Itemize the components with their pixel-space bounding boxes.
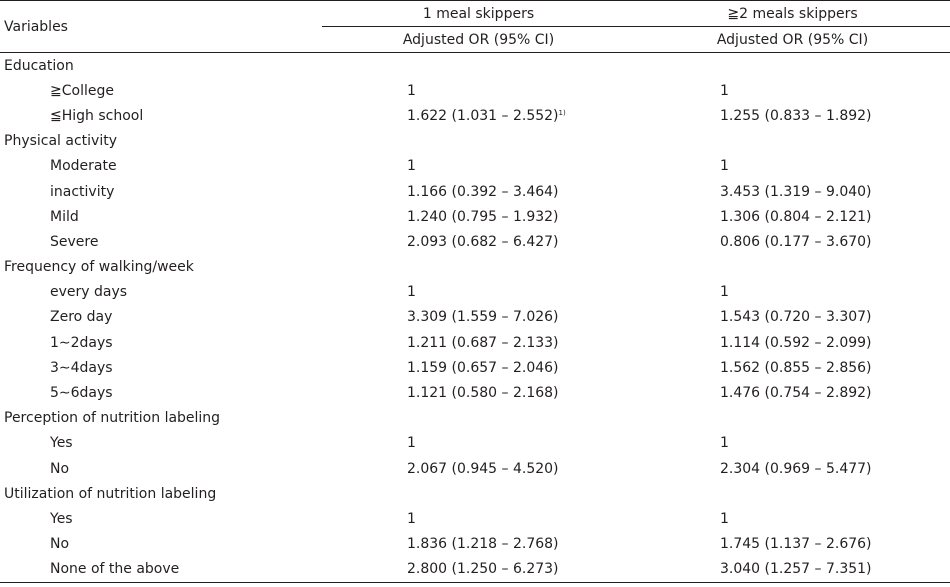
cell-1-meal-or	[322, 330, 635, 355]
table-row	[0, 179, 950, 204]
row-label: ≧College	[50, 82, 114, 99]
table-row	[0, 431, 950, 456]
cell-1-meal-or	[322, 204, 635, 229]
cell-1-meal-or	[322, 229, 635, 254]
or-value: 2.093 (0.682 – 6.427)	[407, 233, 559, 250]
row-label: ≦High school	[50, 107, 144, 124]
section-title: Frequency of walking/week	[4, 259, 194, 276]
cell-1-meal-or	[322, 532, 635, 557]
or-value: 1.622 (1.031 – 2.552)	[407, 107, 559, 124]
table-body	[0, 53, 950, 583]
cell-2-meals-or: 3.040 (1.257 – 7.351)	[635, 557, 950, 583]
section-row	[0, 255, 950, 280]
cell-1-meal-or	[322, 305, 635, 330]
cell-1-meal-or	[322, 380, 635, 405]
footnote-marker: 1)	[558, 108, 566, 117]
cell-1-meal-or	[322, 154, 635, 179]
row-label: Severe	[50, 233, 99, 250]
row-label: 3∼4days	[50, 359, 113, 376]
cell-2-meals-or: 1	[720, 284, 729, 301]
or-value: 3.309 (1.559 – 7.026)	[407, 309, 559, 326]
or-value: 2.800 (1.250 – 6.273)	[407, 561, 559, 578]
cell-2-meals-or: 1.476 (0.754 – 2.892)	[720, 385, 872, 402]
section-row	[0, 53, 950, 79]
cell-2-meals-or: 1.306 (0.804 – 2.121)	[720, 208, 872, 225]
cell-2-meals-or: 0.806 (0.177 – 3.670)	[720, 233, 872, 250]
table-row	[0, 78, 950, 103]
row-label: Moderate	[50, 158, 117, 175]
cell-1-meal-or	[322, 280, 635, 305]
group-header-2-meals: ≧2 meals skippers	[635, 1, 950, 27]
or-value: 1	[407, 435, 416, 452]
row-label: None of the above	[0, 557, 322, 583]
header-row-groups	[0, 1, 950, 27]
or-value: 1.240 (0.795 – 1.932)	[407, 208, 559, 225]
empty-cell	[635, 129, 950, 154]
cell-2-meals-or: 1	[720, 82, 729, 99]
section-title: Perception of nutrition labeling	[4, 410, 221, 427]
cell-2-meals-or: 1.562 (0.855 – 2.856)	[720, 359, 872, 376]
or-value: 1.121 (0.580 – 2.168)	[407, 385, 559, 402]
table-row	[0, 229, 950, 254]
cell-2-meals-or: 2.304 (0.969 – 5.477)	[720, 460, 872, 477]
cell-2-meals-or: 1	[720, 435, 729, 452]
empty-cell	[322, 481, 635, 506]
cell-2-meals-or: 3.453 (1.319 – 9.040)	[720, 183, 872, 200]
cell-2-meals-or: 1.543 (0.720 – 3.307)	[720, 309, 872, 326]
row-label: Yes	[50, 510, 73, 527]
or-value: 1	[407, 82, 416, 99]
cell-1-meal-or	[322, 506, 635, 531]
or-value: 1	[407, 284, 416, 301]
section-title: Education	[4, 57, 74, 74]
variables-header: Variables	[0, 1, 322, 53]
table-row	[0, 506, 950, 531]
cell-2-meals-or: 1	[720, 510, 729, 527]
table-row	[0, 204, 950, 229]
cell-1-meal-or	[322, 103, 635, 128]
cell-1-meal-or	[322, 431, 635, 456]
table-row	[0, 103, 950, 128]
or-value: 1	[407, 158, 416, 175]
empty-cell	[322, 406, 635, 431]
table-row	[0, 305, 950, 330]
row-label: inactivity	[50, 183, 115, 200]
empty-cell	[322, 255, 635, 280]
empty-cell	[322, 53, 635, 79]
cell-1-meal-or	[322, 557, 635, 583]
row-label: every days	[50, 284, 128, 301]
empty-cell	[635, 406, 950, 431]
section-row	[0, 481, 950, 506]
row-label: 5∼6days	[50, 385, 113, 402]
or-value: 1.211 (0.687 – 2.133)	[407, 334, 559, 351]
table-row	[0, 330, 950, 355]
cell-1-meal-or	[322, 456, 635, 481]
cell-2-meals-or: 1.114 (0.592 – 2.099)	[720, 334, 872, 351]
row-label: Mild	[50, 208, 79, 225]
cell-1-meal-or	[322, 78, 635, 103]
cell-1-meal-or	[322, 355, 635, 380]
table-row	[0, 456, 950, 481]
empty-cell	[635, 255, 950, 280]
table-row	[0, 380, 950, 405]
cell-2-meals-or: 1.255 (0.833 – 1.892)	[720, 107, 872, 124]
row-label: No	[50, 536, 70, 553]
row-label: No	[50, 460, 70, 477]
group-header-1-meal: 1 meal skippers	[322, 1, 635, 27]
or-value: 1.166 (0.392 – 3.464)	[407, 183, 559, 200]
cell-2-meals-or: 1	[720, 158, 729, 175]
subheader-adjusted-or-2: Adjusted OR (95% CI)	[635, 27, 950, 53]
section-title: Physical activity	[4, 133, 118, 150]
row-label: Zero day	[50, 309, 113, 326]
cell-2-meals-or: 1.745 (1.137 – 2.676)	[720, 536, 872, 553]
subheader-adjusted-or-1: Adjusted OR (95% CI)	[322, 27, 635, 53]
table-row	[0, 557, 950, 583]
or-value: 1.836 (1.218 – 2.768)	[407, 536, 559, 553]
table-row	[0, 154, 950, 179]
section-title: Utilization of nutrition labeling	[4, 485, 217, 502]
table-row	[0, 532, 950, 557]
row-label: Yes	[50, 435, 73, 452]
row-label: 1∼2days	[50, 334, 113, 351]
or-value: 1	[407, 510, 416, 527]
cell-1-meal-or	[322, 179, 635, 204]
table-row	[0, 355, 950, 380]
or-value: 1.159 (0.657 – 2.046)	[407, 359, 559, 376]
or-value: 2.067 (0.945 – 4.520)	[407, 460, 559, 477]
table-row	[0, 280, 950, 305]
section-row	[0, 129, 950, 154]
empty-cell	[635, 53, 950, 79]
empty-cell	[635, 481, 950, 506]
empty-cell	[322, 129, 635, 154]
section-row	[0, 406, 950, 431]
